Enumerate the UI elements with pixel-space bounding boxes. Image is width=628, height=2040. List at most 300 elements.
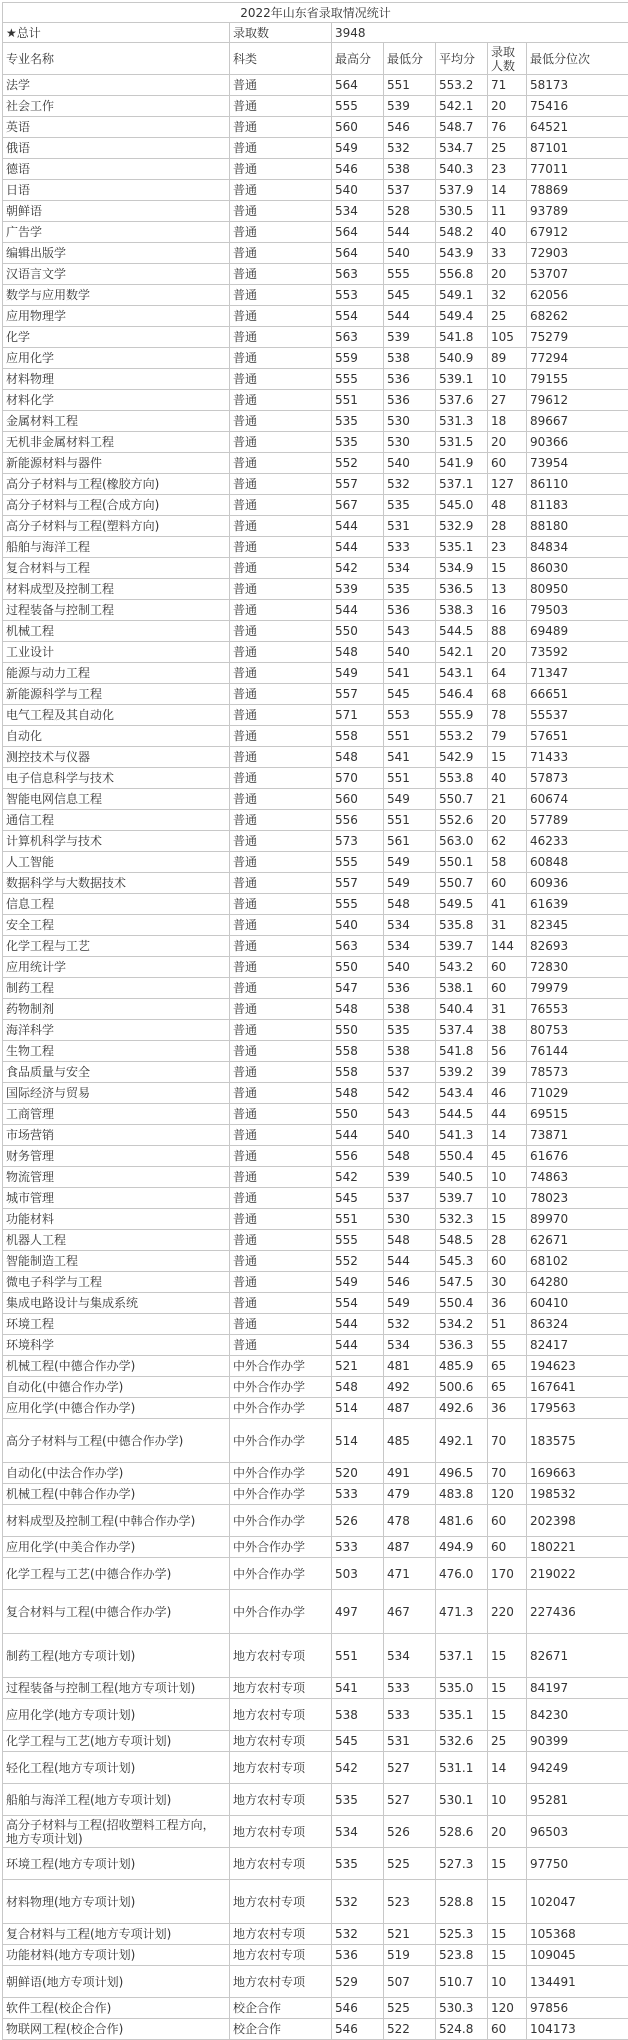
table-cell: 546 [384,1272,436,1293]
table-cell: 普通 [230,894,332,915]
table-cell: 88180 [527,516,628,537]
table-cell: 550.7 [436,873,488,894]
table-cell: 557 [332,684,384,705]
table-cell: 94249 [527,1752,628,1784]
table-cell: 复合材料与工程(中德合作办学) [3,1590,230,1634]
table-cell: 60 [488,1505,527,1537]
table-cell: 普通 [230,873,332,894]
table-row [3,222,628,243]
table-cell: 548 [332,747,384,768]
table-cell: 普通 [230,1272,332,1293]
table-cell: 普通 [230,915,332,936]
table-cell: 77011 [527,159,628,180]
table-cell: 69489 [527,621,628,642]
table-cell: 英语 [3,117,230,138]
table-cell: 550.4 [436,1146,488,1167]
table-cell: 15 [488,747,527,768]
table-cell: 227436 [527,1590,628,1634]
table-cell: 548 [332,642,384,663]
table-cell: 23 [488,537,527,558]
table-cell: 532 [332,1924,384,1945]
table-cell: 环境工程(地方专项计划) [3,1848,230,1880]
table-cell: 169663 [527,1463,628,1484]
table-cell: 朝鲜语(地方专项计划) [3,1966,230,1998]
table-cell: 高分子材料与工程(中德合作办学) [3,1419,230,1463]
table-cell: 549.5 [436,894,488,915]
table-cell: 39 [488,1062,527,1083]
table-cell: 542.1 [436,96,488,117]
table-cell: 46233 [527,831,628,852]
table-cell: 普通 [230,1083,332,1104]
table-cell: 化学工程与工艺(中德合作办学) [3,1558,230,1590]
table-cell: 525.3 [436,1924,488,1945]
table-cell: 68 [488,684,527,705]
table-cell: 549 [384,789,436,810]
table-cell: 16 [488,600,527,621]
table-cell: 539.7 [436,1188,488,1209]
table-cell: 530.3 [436,1998,488,2019]
table-cell: 542 [384,1083,436,1104]
table-cell: 545.0 [436,495,488,516]
table-cell: 地方农村专项 [230,1880,332,1924]
table-cell: 财务管理 [3,1146,230,1167]
table-cell: 534 [384,1335,436,1356]
table-cell: 55537 [527,705,628,726]
table-cell: 普通 [230,978,332,999]
table-row [3,936,628,957]
table-cell: 535 [384,1020,436,1041]
table-cell: 533 [332,1537,384,1558]
table-cell: 61639 [527,894,628,915]
table-cell: 无机非金属材料工程 [3,432,230,453]
title-row [3,3,628,23]
table-cell: 550 [332,957,384,978]
table-cell: 537 [384,180,436,201]
table-cell: 179563 [527,1398,628,1419]
table-cell: 194623 [527,1356,628,1377]
table-cell: 普通 [230,1293,332,1314]
table-row [3,600,628,621]
table-cell: 548 [384,1230,436,1251]
table-cell: 109045 [527,1945,628,1966]
table-cell: 535.8 [436,915,488,936]
table-cell: 57873 [527,768,628,789]
table-cell: 73954 [527,453,628,474]
table-cell: 527 [384,1752,436,1784]
table-cell: 540 [332,180,384,201]
table-cell: 531.1 [436,1752,488,1784]
table-cell: 普通 [230,1041,332,1062]
table-cell: 复合材料与工程 [3,558,230,579]
table-cell: 519 [384,1945,436,1966]
table-cell: 25 [488,1731,527,1752]
table-row [3,1188,628,1209]
table-cell: 555 [332,369,384,390]
table-cell: 15 [488,1880,527,1924]
table-cell: 533 [332,1484,384,1505]
table-cell: 71029 [527,1083,628,1104]
table-cell: 智能制造工程 [3,1251,230,1272]
table-cell: 550 [332,621,384,642]
table-cell: 220 [488,1590,527,1634]
table-cell: 普通 [230,1251,332,1272]
table-cell: 479 [384,1484,436,1505]
table-cell: 532.9 [436,516,488,537]
table-cell: 自动化(中德合作办学) [3,1377,230,1398]
table-cell: 554 [332,306,384,327]
table-cell: 549 [384,852,436,873]
table-row [3,1537,628,1558]
table-row [3,1398,628,1419]
table-cell: 555 [332,1230,384,1251]
table-cell: 计算机科学与技术 [3,831,230,852]
table-cell: 72830 [527,957,628,978]
header-cell: 平均分 [436,43,488,75]
table-cell: 544 [384,1251,436,1272]
table-row [3,1335,628,1356]
table-row [3,999,628,1020]
table-cell: 21 [488,789,527,810]
table-cell: 普通 [230,264,332,285]
table-cell: 33 [488,243,527,264]
table-row [3,642,628,663]
table-row [3,2019,628,2040]
table-cell: 64 [488,663,527,684]
table-cell: 535.1 [436,537,488,558]
table-cell: 84230 [527,1699,628,1731]
table-cell: 528.8 [436,1880,488,1924]
table-cell: 79979 [527,978,628,999]
table-cell: 环境科学 [3,1335,230,1356]
table-cell: 202398 [527,1505,628,1537]
table-cell: 汉语言文学 [3,264,230,285]
table-row [3,75,628,96]
table-row [3,390,628,411]
table-cell: 普通 [230,579,332,600]
table-cell: 525 [384,1998,436,2019]
table-cell: 500.6 [436,1377,488,1398]
table-cell: 543 [384,1104,436,1125]
table-cell: 548.7 [436,117,488,138]
table-cell: 548.5 [436,1230,488,1251]
table-cell: 563.0 [436,831,488,852]
table-cell: 540 [332,915,384,936]
table-row [3,348,628,369]
table-cell: 地方农村专项 [230,1816,332,1848]
table-cell: 45 [488,1146,527,1167]
table-cell: 563 [332,264,384,285]
table-cell: 485.9 [436,1356,488,1377]
table-cell: 497 [332,1590,384,1634]
table-cell: 中外合作办学 [230,1590,332,1634]
header-cell: 最低分 [384,43,436,75]
table-cell: 20 [488,96,527,117]
table-cell: 76 [488,117,527,138]
table-cell: 527 [384,1784,436,1816]
table-row [3,1945,628,1966]
table-cell: 89970 [527,1209,628,1230]
table-row [3,558,628,579]
table-cell: 537.1 [436,474,488,495]
table-cell: 520 [332,1463,384,1484]
table-cell: 559 [332,348,384,369]
table-cell: 60 [488,978,527,999]
table-cell: 应用化学(地方专项计划) [3,1699,230,1731]
table-cell: 534.2 [436,1314,488,1335]
table-cell: 89667 [527,411,628,432]
table-cell: 23 [488,159,527,180]
table-cell: 61676 [527,1146,628,1167]
table-cell: 553.2 [436,75,488,96]
table-cell: 531 [384,1731,436,1752]
header-row [3,43,628,75]
table-cell: 537.1 [436,1634,488,1678]
table-cell: 558 [332,726,384,747]
table-row [3,1678,628,1699]
table-cell: 539 [332,579,384,600]
table-cell: 国际经济与贸易 [3,1083,230,1104]
table-cell: 普通 [230,1188,332,1209]
table-row [3,1484,628,1505]
table-cell: 471 [384,1558,436,1590]
table-cell: 69515 [527,1104,628,1125]
table-cell: 481.6 [436,1505,488,1537]
table-cell: 27 [488,390,527,411]
table-cell: 高分子材料与工程(橡胶方向) [3,474,230,495]
table-row [3,579,628,600]
table-row [3,1998,628,2019]
table-cell: 104173 [527,2019,628,2040]
table-cell: 40 [488,222,527,243]
table-cell: 546 [384,117,436,138]
table-row [3,474,628,495]
table-cell: 536 [384,978,436,999]
table-cell: 74863 [527,1167,628,1188]
table-cell: 549 [384,1293,436,1314]
table-cell: 高分子材料与工程(塑料方向) [3,516,230,537]
table-cell: 地方农村专项 [230,1634,332,1678]
table-cell: 15 [488,1209,527,1230]
table-cell: 60 [488,957,527,978]
table-cell: 534 [332,201,384,222]
table-cell: 集成电路设计与集成系统 [3,1293,230,1314]
table-cell: 120 [488,1484,527,1505]
table-row [3,978,628,999]
table-cell: 工业设计 [3,642,230,663]
table-cell: 526 [384,1816,436,1848]
table-cell: 534 [384,558,436,579]
table-cell: 53707 [527,264,628,285]
table-cell: 普通 [230,1230,332,1251]
table-cell: 553.8 [436,768,488,789]
summary-row [3,23,628,43]
table-cell: 普通 [230,411,332,432]
table-cell: 547 [332,978,384,999]
table-cell: 550 [332,1020,384,1041]
table-cell: 514 [332,1398,384,1419]
table-row [3,1377,628,1398]
table-cell: 18 [488,411,527,432]
table-cell: 530 [384,432,436,453]
table-cell: 542 [332,558,384,579]
table-cell: 478 [384,1505,436,1537]
table-cell: 78573 [527,1062,628,1083]
table-cell: 76144 [527,1041,628,1062]
table-cell: 普通 [230,201,332,222]
table-row [3,96,628,117]
table-cell: 554 [332,1293,384,1314]
table-cell: 530 [384,1209,436,1230]
table-cell: 数据科学与大数据技术 [3,873,230,894]
table-row [3,1699,628,1731]
table-cell: 541.8 [436,327,488,348]
table-cell: 20 [488,810,527,831]
table-cell: 36 [488,1398,527,1419]
table-cell: 62056 [527,285,628,306]
table-row [3,894,628,915]
table-cell: 550 [332,1104,384,1125]
table-cell: 普通 [230,1314,332,1335]
table-cell: 548 [384,1146,436,1167]
table-cell: 548 [384,894,436,915]
table-cell: 15 [488,1634,527,1678]
table-cell: 71433 [527,747,628,768]
table-row [3,1251,628,1272]
table-cell: 564 [332,222,384,243]
table-cell: 普通 [230,1146,332,1167]
table-cell: 549 [332,138,384,159]
table-row [3,1104,628,1125]
table-cell: 551 [384,75,436,96]
table-row [3,1062,628,1083]
table-cell: 90399 [527,1731,628,1752]
table-cell: 62 [488,831,527,852]
table-cell: 中外合作办学 [230,1419,332,1463]
table-row [3,306,628,327]
table-cell: 普通 [230,96,332,117]
table-cell: 60 [488,2019,527,2040]
table-cell: 532 [384,1314,436,1335]
table-cell: 普通 [230,369,332,390]
table-cell: 536 [384,600,436,621]
table-cell: 普通 [230,75,332,96]
table-cell: 535 [332,1784,384,1816]
table-cell: 82671 [527,1634,628,1678]
table-cell: 528 [384,201,436,222]
table-row [3,138,628,159]
table-cell: 金属材料工程 [3,411,230,432]
table-cell: 过程装备与控制工程(地方专项计划) [3,1678,230,1699]
table-cell: 535 [384,495,436,516]
table-cell: 536 [384,369,436,390]
table-cell: 25 [488,138,527,159]
table-cell: 法学 [3,75,230,96]
table-cell: 127 [488,474,527,495]
table-cell: 531.3 [436,411,488,432]
table-cell: 553 [332,285,384,306]
table-cell: 537 [384,1062,436,1083]
table-cell: 智能电网信息工程 [3,789,230,810]
table-cell: 545 [384,285,436,306]
table-cell: 538 [384,348,436,369]
table-cell: 510.7 [436,1966,488,1998]
table-cell: 540.9 [436,348,488,369]
table-cell: 544.5 [436,1104,488,1125]
table-cell: 539.1 [436,369,488,390]
table-cell: 540 [384,1125,436,1146]
table-cell: 编辑出版学 [3,243,230,264]
table-cell: 546 [332,159,384,180]
table-cell: 71 [488,75,527,96]
table-cell: 普通 [230,810,332,831]
table-row [3,810,628,831]
table-cell: 俄语 [3,138,230,159]
table-cell: 496.5 [436,1463,488,1484]
table-cell: 556 [332,1146,384,1167]
table-cell: 558 [332,1041,384,1062]
table-cell: 538.1 [436,978,488,999]
table-cell: 地方农村专项 [230,1784,332,1816]
table-cell: 60936 [527,873,628,894]
table-cell: 机械工程 [3,621,230,642]
table-row [3,285,628,306]
table-cell: 高分子材料与工程(合成方向) [3,495,230,516]
table-cell: 82345 [527,915,628,936]
table-cell: 86324 [527,1314,628,1335]
table-cell: 日语 [3,180,230,201]
table-cell: 555 [332,96,384,117]
table-cell: 533 [384,537,436,558]
table-row [3,1041,628,1062]
table-cell: 普通 [230,705,332,726]
table-cell: 城市管理 [3,1188,230,1209]
table-cell: 538 [332,1699,384,1731]
table-title: 2022年山东省录取情况统计 [3,3,628,23]
table-cell: 541 [384,663,436,684]
table-cell: 539.2 [436,1062,488,1083]
table-cell: 普通 [230,474,332,495]
table-cell: 84834 [527,537,628,558]
table-cell: 中外合作办学 [230,1356,332,1377]
table-cell: 15 [488,1699,527,1731]
table-cell: 73592 [527,642,628,663]
table-cell: 普通 [230,1104,332,1125]
table-cell: 523.8 [436,1945,488,1966]
table-cell: 531.5 [436,432,488,453]
table-cell: 552 [332,1251,384,1272]
table-cell: 549.4 [436,306,488,327]
table-cell: 46 [488,1083,527,1104]
table-cell: 492.1 [436,1419,488,1463]
table-cell: 普通 [230,726,332,747]
table-cell: 普通 [230,117,332,138]
table-row [3,537,628,558]
table-cell: 544 [332,516,384,537]
summary-count-label: 录取数 [230,23,332,43]
table-cell: 563 [332,936,384,957]
table-cell: 555 [332,894,384,915]
table-cell: 20 [488,642,527,663]
table-cell: 537.4 [436,1020,488,1041]
table-cell: 普通 [230,1062,332,1083]
table-cell: 549 [384,873,436,894]
table-cell: 普通 [230,642,332,663]
table-cell: 中外合作办学 [230,1558,332,1590]
table-cell: 79503 [527,600,628,621]
table-cell: 573 [332,831,384,852]
table-cell: 41 [488,894,527,915]
table-row [3,327,628,348]
